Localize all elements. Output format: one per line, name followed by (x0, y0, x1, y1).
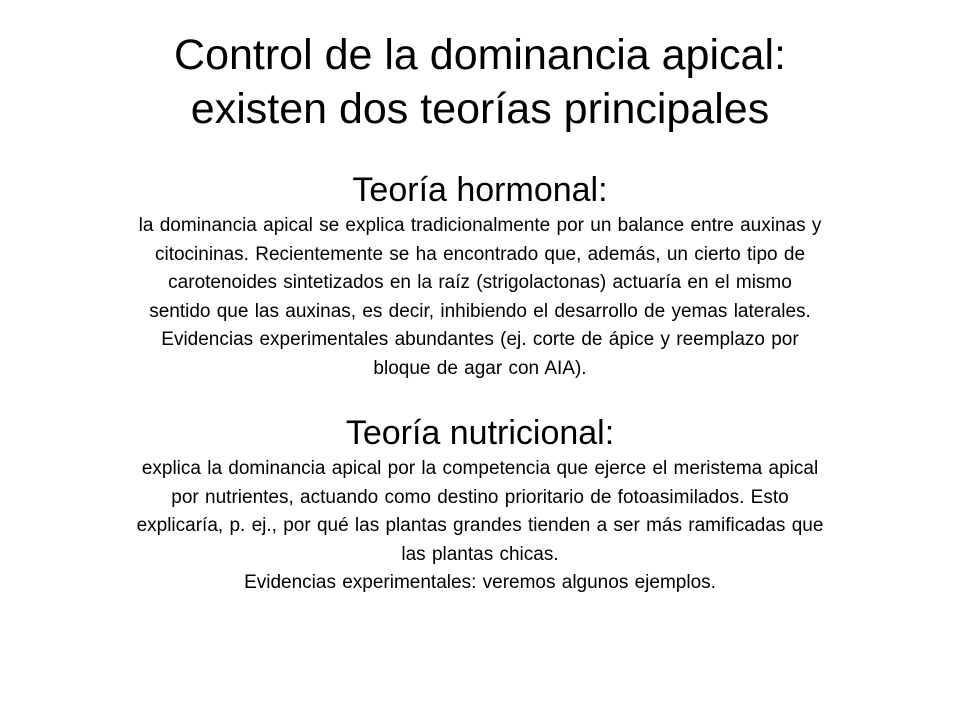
text-line: citocininas. Recientemente se ha encontrado que, además, un cierto tipo de (154, 243, 806, 265)
text-line: carotenoides sintetizados en la raíz (strigolactonas) actuaría en el mismo (168, 272, 792, 293)
text-line: explica la dominancia apical por la competencia que ejerce el meristema apical (141, 458, 819, 479)
text-line: bloque de agar con AIA). (373, 357, 587, 379)
slide-title-line-1: Control de la dominancia apical: (174, 31, 786, 79)
text-line: las plantas chicas. (401, 543, 559, 565)
text-line: Evidencias experimentales abundantes (ej. corte de ápice y reemplazo por (161, 329, 799, 350)
section-heading-nutricional: Teoría nutricional: (345, 414, 615, 452)
section-text-hormonal (40, 212, 920, 383)
text-line: por nutrientes, actuando como destino prioritario de fotoasimilados. Esto (171, 486, 789, 508)
section-spacer (40, 383, 920, 411)
text-line: Evidencias experimentales: veremos algunos ejemplos. (244, 572, 716, 593)
text-line: la dominancia apical se explica tradicionalmente por un balance entre auxinas y (138, 215, 822, 236)
slide-body (40, 168, 920, 598)
section-heading-hormonal: Teoría hormonal: (352, 171, 608, 209)
text-line: sentido que las auxinas, es decir, inhibiendo el desarrollo de yemas laterales. (149, 300, 811, 322)
text-line: explicaría, p. ej., por qué las plantas grandes tienden a ser más ramificadas que (136, 515, 824, 536)
slide-title (60, 28, 900, 136)
slide-title-line-2: existen dos teorías principales (190, 85, 770, 133)
section-text-nutricional (40, 455, 920, 598)
